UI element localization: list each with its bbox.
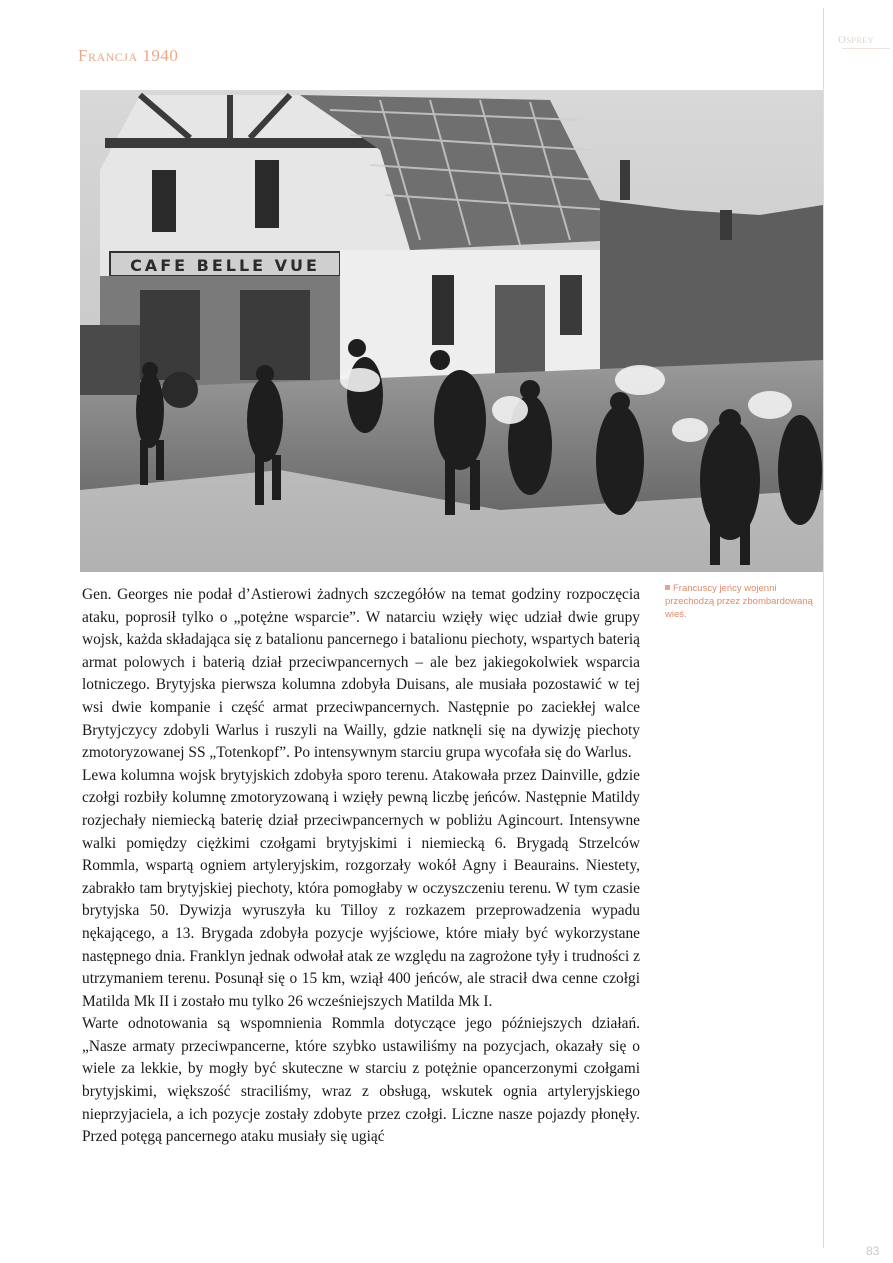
caption-text: Francuscy jeńcy wojenni przechodzą przez zbombardowaną wieś.: [665, 583, 813, 620]
building-timber-band: [105, 138, 405, 148]
photo-scene: [80, 90, 823, 572]
cafe-sign-text: CAFE BELLE VUE: [130, 256, 320, 275]
window-right: [255, 160, 279, 228]
page-number: 83: [866, 1244, 880, 1258]
window-left: [152, 170, 176, 232]
paragraph-2: Lewa kolumna wojsk brytyjskich zdobyła sporo terenu. Atakowała przez Dainville, gdzie czołgi rozbiły kolumnę zmotoryzowaną i wzięły pewną liczbę jeńców. Następnie Matildy rozjechały niemiecką baterię dział przeciwpancernych w pobliżu Agincourt. Intensywne walki pomiędzy ciężkimi czołgami brytyjskimi i niemiecką 6. Brygadą Strzelców Rommla, wspartą ogniem artyleryjskim, rozgorzały wokół Agny i Beaurains. Niestety, zabrakło tam brytyjskiej piechoty, która pomogłaby w oczyszczeniu terenu. W tym czasie brytyjska 50. Dywizja wyruszyła ku Tilloy z rozkazem przeprowadzenia wypadu nękającego, a 13. Brygada zdobyła pozycje wyjściowe, które miały być wykorzystane następnego dnia. Franklyn jednak odwołał atak ze względu na zagrożone tyły i trudności z utrzymaniem terenu. Posunął się o 15 km, wziął 400 jeńców, ale stracił dwa cenne czołgi Matilda Mk II i zostało mu tylko 26 wcześniejszych Matilda Mk I.: [82, 766, 640, 1010]
vehicle: [80, 325, 140, 395]
body-text: [82, 584, 640, 1149]
brand-rule: [842, 48, 890, 55]
paragraph-3: Warte odnotowania są wspomnienia Rommla dotyczące jego późniejszych działań. „Nasze armaty przeciwpancerne, które szybko ustawiliśmy na pozycjach, okazały się o wiele za lekkie, by mogły być skuteczne w starciu z potężnie opancerzonymi czołgami brytyjskimi, większość straciliśmy, wraz z obsługą, wskutek ognia artyleryjskiego nieprzyjaciela, a ich pozycje zostały zdobyte przez czołgi. Liczne nasze pojazdy płonęły. Przed potęgą pancernego ataku musiały się ugiąć: [82, 1015, 640, 1146]
page-edge-line: [823, 8, 824, 1248]
caption-bullet-icon: [665, 585, 670, 590]
paragraph-1: Gen. Georges nie podał d’Astierowi żadnych szczegółów na temat godziny rozpoczęcia ataku, poprosił tylko o „potężne wsparcie”. W natarciu wzięły więc udział dwie grupy wojsk, każda składająca się z batalionu pancernego i batalionu piechoty, wspartych baterią armat polowych i baterią dział przeciwpancernych – ale bez jakiegokolwiek wsparcia lotniczego. Brytyjska pierwsza kolumna zdobyła Duisans, ale musiała pozostawić w tej wsi dwie kompanie i część armat przeciwpancernych. Następnie po zaciekłej walce Brytyjczycy zdobyli Warlus i ruszyli na Wailly, gdzie natknęli się na dywizję piechoty zmotoryzowanej SS „Totenkopf”. Po intensywnym starciu grupa wycofała się do Warlus.: [82, 586, 640, 762]
war-photograph: [80, 90, 823, 572]
photo-caption: [665, 582, 815, 621]
running-head: Francja 1940: [78, 46, 179, 65]
publisher-brand: Osprey: [838, 34, 874, 46]
